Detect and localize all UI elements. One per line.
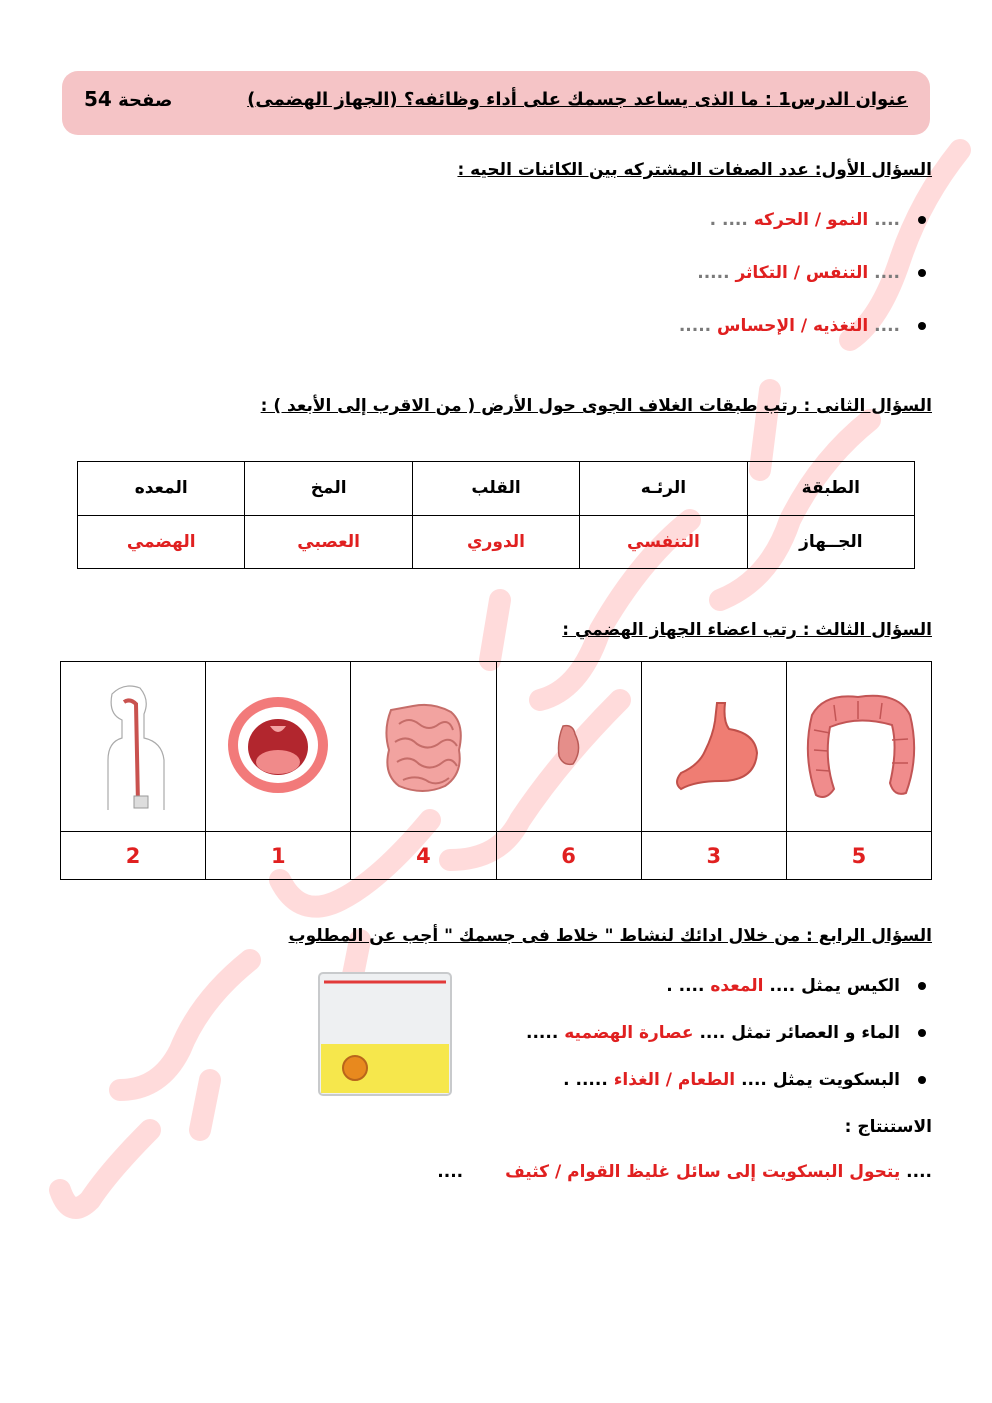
question-4-title: السؤال الرابع : من خلال ادائك لنشاط " خلاط فى جسمك " أجب عن المطلوب (288, 926, 932, 946)
large-intestine-icon (794, 685, 924, 805)
question-1-title: السؤال الأول: عدد الصفات المشتركه بين الكائنات الحيه : (457, 160, 932, 180)
organ-cell (61, 662, 206, 832)
list-item: الماء و العصائر تمثل .... عصارة الهضميه ..... (526, 1019, 932, 1047)
answer-text: يتحول البسكويت إلى سائل غليظ القوام / كثيف (505, 1162, 901, 1182)
organ-cell (496, 662, 641, 832)
organs-systems-table (77, 461, 915, 569)
answer-text: التنفس / التكاثر (735, 263, 869, 283)
appendix-icon (549, 720, 589, 770)
page-number-label (84, 87, 172, 111)
list-item: البسكويت يمثل .... الطعام / الغذاء ..... . (526, 1066, 932, 1094)
organ-cell (351, 662, 496, 832)
table-cell: المعده (78, 462, 245, 516)
order-number: 4 (351, 832, 496, 880)
list-item: .... التغذيه / الإحساس ..... (679, 312, 932, 340)
table-cell: التنفسي (580, 515, 747, 569)
table-row (61, 832, 932, 880)
lesson-title: عنوان الدرس1 : ما الذى يساعد جسمك على أداء وظائفه؟ (الجهاز الهضمى) (247, 89, 908, 110)
esophagus-icon (78, 680, 188, 810)
mouth-icon (223, 690, 333, 800)
organ-cell (641, 662, 786, 832)
order-number: 1 (206, 832, 351, 880)
organ-cell (786, 662, 931, 832)
answer-text: التغذيه / الإحساس (717, 316, 869, 336)
table-cell: العصبي (245, 515, 412, 569)
conclusion-text: .... يتحول البسكويت إلى سائل غليظ القوام / كثيف .... (437, 1162, 932, 1182)
table-header-cell: الطبقة (747, 462, 914, 516)
table-cell: القلب (412, 462, 579, 516)
answer-text: النمو / الحركه (753, 210, 869, 230)
table-cell: الهضمي (78, 515, 245, 569)
table-cell: الرئـه (580, 462, 747, 516)
list-item: .... النمو / الحركه .... . (679, 206, 932, 234)
table-row (61, 662, 932, 832)
zip-bag-image (316, 970, 454, 1098)
answer-text: المعده (710, 976, 764, 996)
question-4-list (526, 972, 932, 1094)
question-3-title: السؤال الثالث : رتب اعضاء الجهاز الهضمي : (562, 620, 932, 640)
digestive-organs-table (60, 661, 932, 880)
page-label: صفحة (118, 90, 173, 111)
order-number: 6 (496, 832, 641, 880)
stomach-icon (659, 695, 769, 795)
table-row (78, 515, 915, 569)
table-cell: المخ (245, 462, 412, 516)
table-row (78, 462, 915, 516)
table-header-cell: الجــهاز (747, 515, 914, 569)
question-2-title: السؤال الثانى : رتب طبقات الغلاف الجوى حول الأرض ( من الاقرب إلى الأبعد ) : (260, 396, 932, 416)
list-item: الكيس يمثل .... المعده .... . (526, 972, 932, 1000)
list-item: .... التنفس / التكاثر ..... (679, 259, 932, 287)
question-1-list (679, 206, 932, 340)
small-intestine-icon (373, 690, 473, 800)
table-cell: الدوري (412, 515, 579, 569)
order-number: 2 (61, 832, 206, 880)
conclusion-label: الاستنتاج : (844, 1117, 932, 1137)
answer-text: الطعام / الغذاء (613, 1070, 736, 1090)
lesson-header (62, 71, 930, 135)
organ-cell (206, 662, 351, 832)
page-number: 54 (84, 87, 112, 111)
answer-text: عصارة الهضميه (564, 1023, 694, 1043)
order-number: 3 (641, 832, 786, 880)
order-number: 5 (786, 832, 931, 880)
